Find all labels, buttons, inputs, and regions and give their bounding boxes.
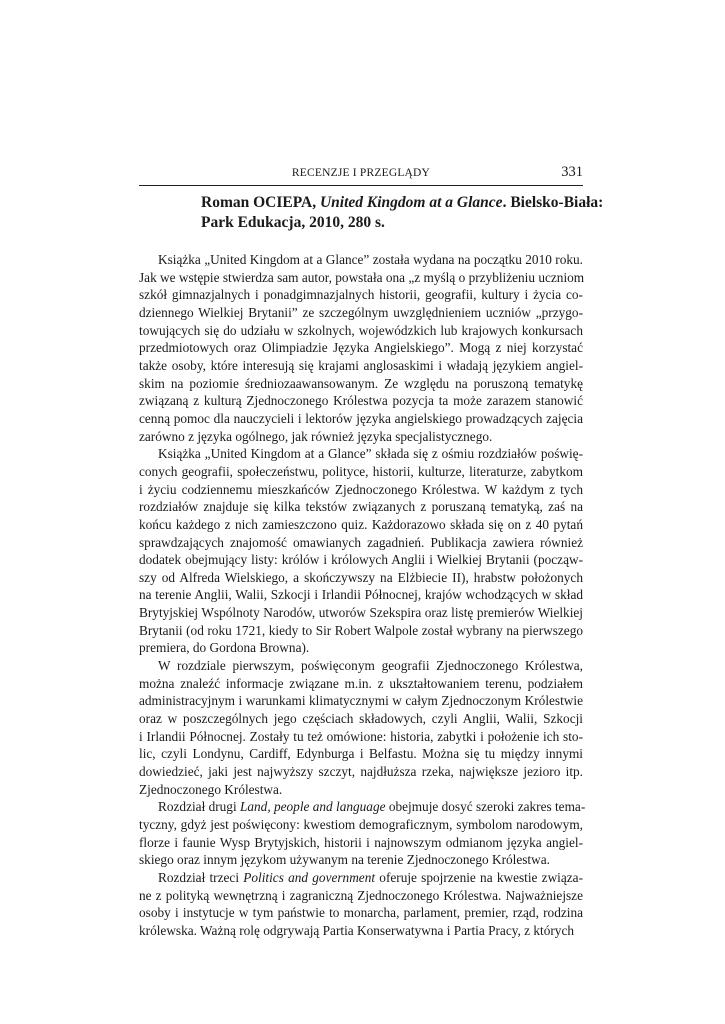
paragraph (139, 445, 583, 657)
paragraph (139, 657, 583, 798)
text-line: szkół gimnazjalnych i ponadgimnazjalnych historii, geografii, kultury i życia co- (139, 287, 583, 303)
text-line: W rozdziale pierwszym, poświęconym geografii Zjednoczonego Królestwa, (158, 658, 583, 674)
text-line: cenną pomoc dla nauczycieli i lektorów języka angielskiego prowadzących zajęcia (139, 410, 583, 426)
paragraph (139, 869, 583, 940)
text-run: obejmuje dosyć szeroki zakres tema- (385, 799, 586, 815)
text-line: Brytanii (od roku 1721, kiedy to Sir Robert Walpole został wybrany na pierwszego (139, 622, 583, 638)
text-line: szy od Alfreda Wielskiego, a skończywszy na Elżbiecie II), hrabstw położonych (139, 569, 583, 585)
review-title-line-1 (201, 193, 604, 213)
text-line: premiera, do Gordona Browna). (139, 640, 310, 656)
text-line: Książka „United Kingdom at a Glance” została wydana na początku 2010 roku. (158, 252, 583, 267)
text-line: i Irlandii Północnej. Zostały tu też omówione: historia, zabytki i położenie ich sto- (139, 728, 583, 744)
text-line: conych geografii, społeczeństwu, polityce, historii, kulturze, literaturze, zabytkom (139, 463, 583, 479)
text-line: ne z polityką wewnętrzną i zagraniczną Zjednoczonego Królestwa. Najważniejsze (139, 887, 583, 903)
text-line (139, 798, 586, 816)
text-line: na terenie Anglii, Walii, Szkocji i Irlandii Północnej, krajów wchodzących w skład (139, 587, 583, 603)
text-line: Brytyjskiej Wspólnoty Narodów, utworów Szekspira oraz listę premierów Wielkiej (139, 605, 583, 621)
text-line: rozdziałów znajduje się kilka tekstów związanych z poruszaną tematyką, zaś na (139, 499, 583, 515)
review-title-publication: . Bielsko-Biała: (502, 194, 604, 211)
review-body (139, 251, 586, 940)
text-line: dodatek obejmujący listy: królów i królowych Anglii i Wielkiej Brytanii (począw- (139, 552, 583, 568)
text-line: dziennego Wielkiej Brytanii” ze szczególnym uwzględnieniem uczniów „przygo- (139, 304, 583, 320)
paragraph (139, 798, 586, 869)
text-line: florze i faunie Wysp Brytyjskich, historii i najnowszym odmianom języka angiel- (139, 834, 583, 850)
text-run: oferuje spojrzenie na kwestie związa- (375, 869, 583, 885)
text-line: osoby i instytucje w tym państwie to monarcha, parlament, premier, rząd, rodzina (139, 905, 583, 921)
text-line: końcu każdego z nich zamieszczono quiz. Każdorazowo składa się on z 40 pytań (139, 516, 583, 532)
text-line: administracyjnym i warunkami klimatycznymi w całym Zjednoczonym Królestwie (139, 693, 583, 709)
text-line: Jak we wstępie stwierdza sam autor, powstała ona „z myślą o przybliżeniu uczniom (139, 269, 585, 285)
text-line: Książka „United Kingdom at a Glance” składa się z ośmiu rozdziałów poświę- (158, 446, 583, 462)
text-line: przedmiotowych oraz Olimpiadzie Języka Angielskiego”. Mogą z niej korzystać (139, 340, 583, 356)
text-line: towujących się do udziału w szkolnych, wojewódzkich lub krajowych konkursach (139, 322, 583, 338)
text-line: dowiedzieć, jaki jest najwyższy szczyt, najdłuższa rzeka, największe jezioro itp. (139, 764, 583, 780)
chapter-title: Politics and government (243, 869, 376, 885)
text-line: królewska. Ważną rolę odgrywają Partia Konserwatywna i Partia Pracy, z których (139, 922, 574, 938)
text-line: oraz w poszczególnych jego częściach składowych, czyli Anglii, Walii, Szkocji (139, 711, 583, 727)
text-line: i życiu codziennemu mieszkańców Zjednoczonego Królestwa. W każdym z tych (139, 481, 583, 497)
text-line: można znaleźć informacje związane m.in. z ukształtowaniem terenu, podziałem (139, 675, 583, 691)
text-line: zarówno z języka ogólnego, jak również języka specjalistycznego. (139, 428, 493, 444)
chapter-title: Land, people and language (239, 799, 386, 815)
text-line: sprawdzających znajomość omawianych zagadnień. Publikacja zawiera również (139, 534, 583, 550)
review-title (201, 193, 604, 233)
review-title-line-2: Park Edukacja, 2010, 280 s. (201, 214, 385, 231)
text-run: Rozdział drugi (158, 799, 240, 815)
text-line: także osoby, które interesują się krajami anglosaskimi i władają językiem angiel- (139, 357, 583, 373)
text-line: tyczny, gdyż jest poświęcony: kwestiom demograficznym, symbolom narodowym, (139, 817, 583, 832)
reviewed-work-title: United Kingdom at a Glance (319, 194, 503, 211)
page-number: 331 (561, 164, 583, 180)
running-header (139, 164, 583, 186)
text-line (139, 869, 583, 887)
text-run: Rozdział trzeci (158, 869, 244, 885)
review-author: Roman OCIEPA, (201, 194, 320, 211)
text-line: skiego oraz innym językom używanym na terenie Zjednoczonego Królestwa. (139, 852, 550, 868)
text-line: Zjednoczonego Królestwa. (139, 781, 283, 797)
text-line: lic, czyli Londynu, Cardiff, Edynburga i Belfastu. Można się tu między innymi (139, 746, 583, 762)
running-title: RECENZJE I PRZEGLĄDY (291, 167, 431, 179)
paragraph (139, 251, 583, 445)
text-line: związaną z kulturą Zjednoczonego Królestwa pozycja ta może zarazem stanowić (139, 393, 583, 409)
text-line: skim na poziomie średniozaawansowanym. Ze względu na poruszoną tematykę (139, 375, 583, 391)
